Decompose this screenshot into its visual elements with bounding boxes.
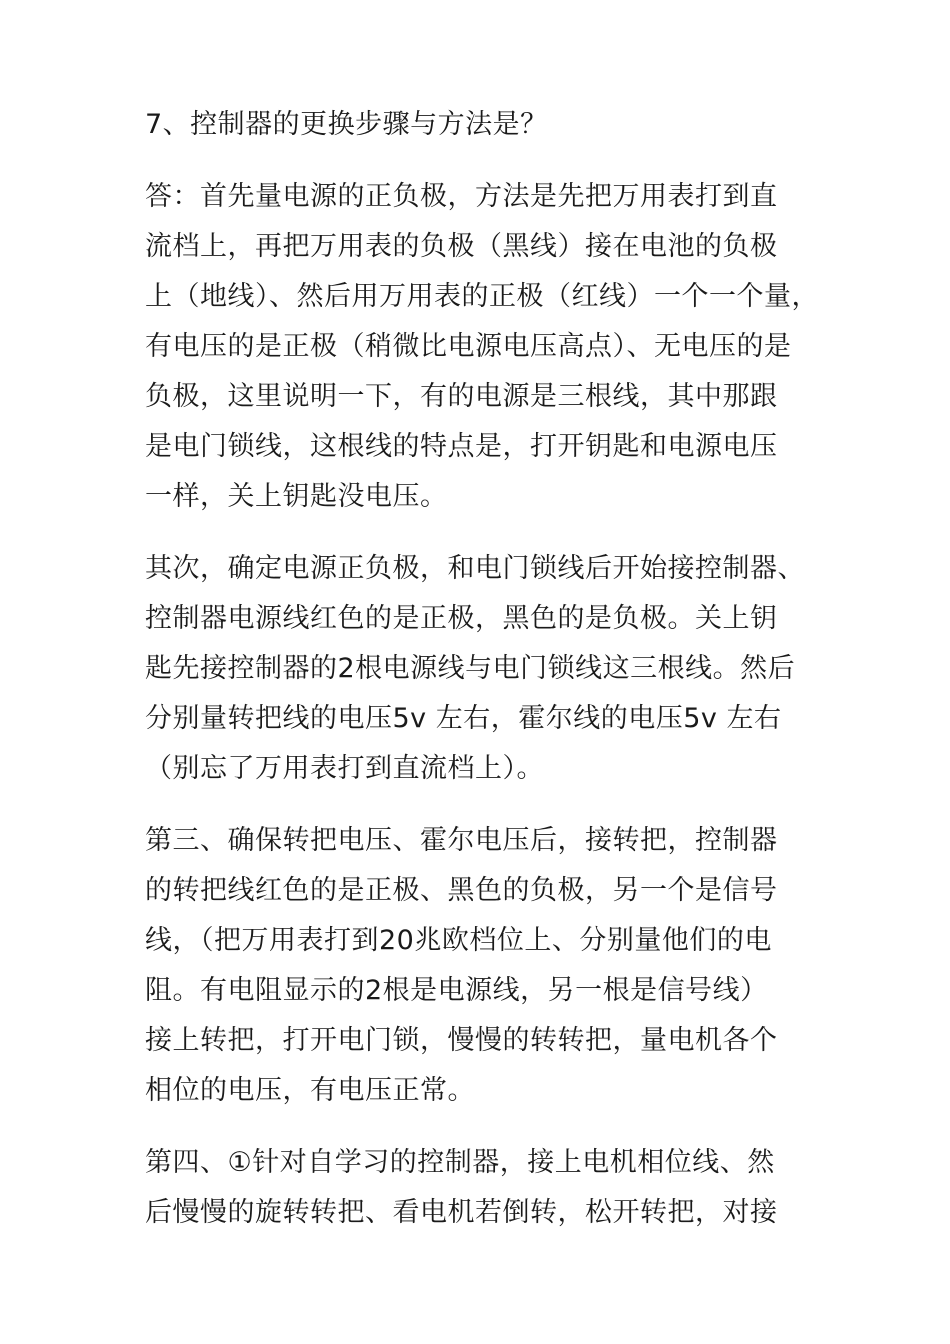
text-line: 控制器电源线红色的是正极，黑色的是负极。关上钥: [145, 603, 778, 634]
text-line: 一样，关上钥匙没电压。: [145, 481, 448, 512]
text-line: 第三、确保转把电压、霍尔电压后，接转把，控制器: [145, 825, 778, 856]
text-line: 负极，这里说明一下，有的电源是三根线，其中那跟: [145, 381, 778, 412]
text-line: 是电门锁线，这根线的特点是，打开钥匙和电源电压: [145, 431, 778, 462]
text-line: 的转把线红色的是正极、黑色的负极，另一个是信号: [145, 875, 778, 906]
text-line: 第四、①针对自学习的控制器，接上电机相位线、然: [145, 1147, 775, 1178]
question-heading: [145, 100, 813, 150]
document-page: [145, 100, 819, 1238]
text-line: 上（地线）、然后用万用表的正极（红线）一个一个量，: [145, 281, 819, 312]
text-line: 线，（把万用表打到20兆欧档位上、分别量他们的电: [145, 925, 772, 956]
text-line: 流档上，再把万用表的负极（黑线）接在电池的负极: [145, 231, 778, 262]
answer-paragraph-3: [145, 816, 813, 1116]
text-line: 答：首先量电源的正负极，方法是先把万用表打到直: [145, 181, 778, 212]
heading-line: 7、控制器的更换步骤与方法是？: [145, 109, 548, 140]
answer-paragraph-1: [145, 172, 819, 522]
text-line: 后慢慢的旋转转把、看电机若倒转，松开转把，对接: [145, 1197, 778, 1228]
text-line: 匙先接控制器的2根电源线与电门锁线这三根线。然后: [145, 653, 796, 684]
text-line: 接上转把，打开电门锁，慢慢的转转把，量电机各个: [145, 1025, 778, 1056]
text-line: 阻。有电阻显示的2根是电源线，另一根是信号线）: [145, 975, 768, 1006]
text-line: 有电压的是正极（稍微比电源电压高点）、无电压的是: [145, 331, 792, 362]
text-line: 其次，确定电源正负极，和电门锁线后开始接控制器、: [145, 553, 805, 584]
answer-paragraph-4: [145, 1138, 813, 1238]
text-line: （别忘了万用表打到直流档上）。: [145, 753, 544, 784]
text-line: 分别量转把线的电压5v 左右，霍尔线的电压5v 左右: [145, 703, 782, 734]
text-line: 相位的电压，有电压正常。: [145, 1075, 475, 1106]
answer-paragraph-2: [145, 544, 813, 794]
